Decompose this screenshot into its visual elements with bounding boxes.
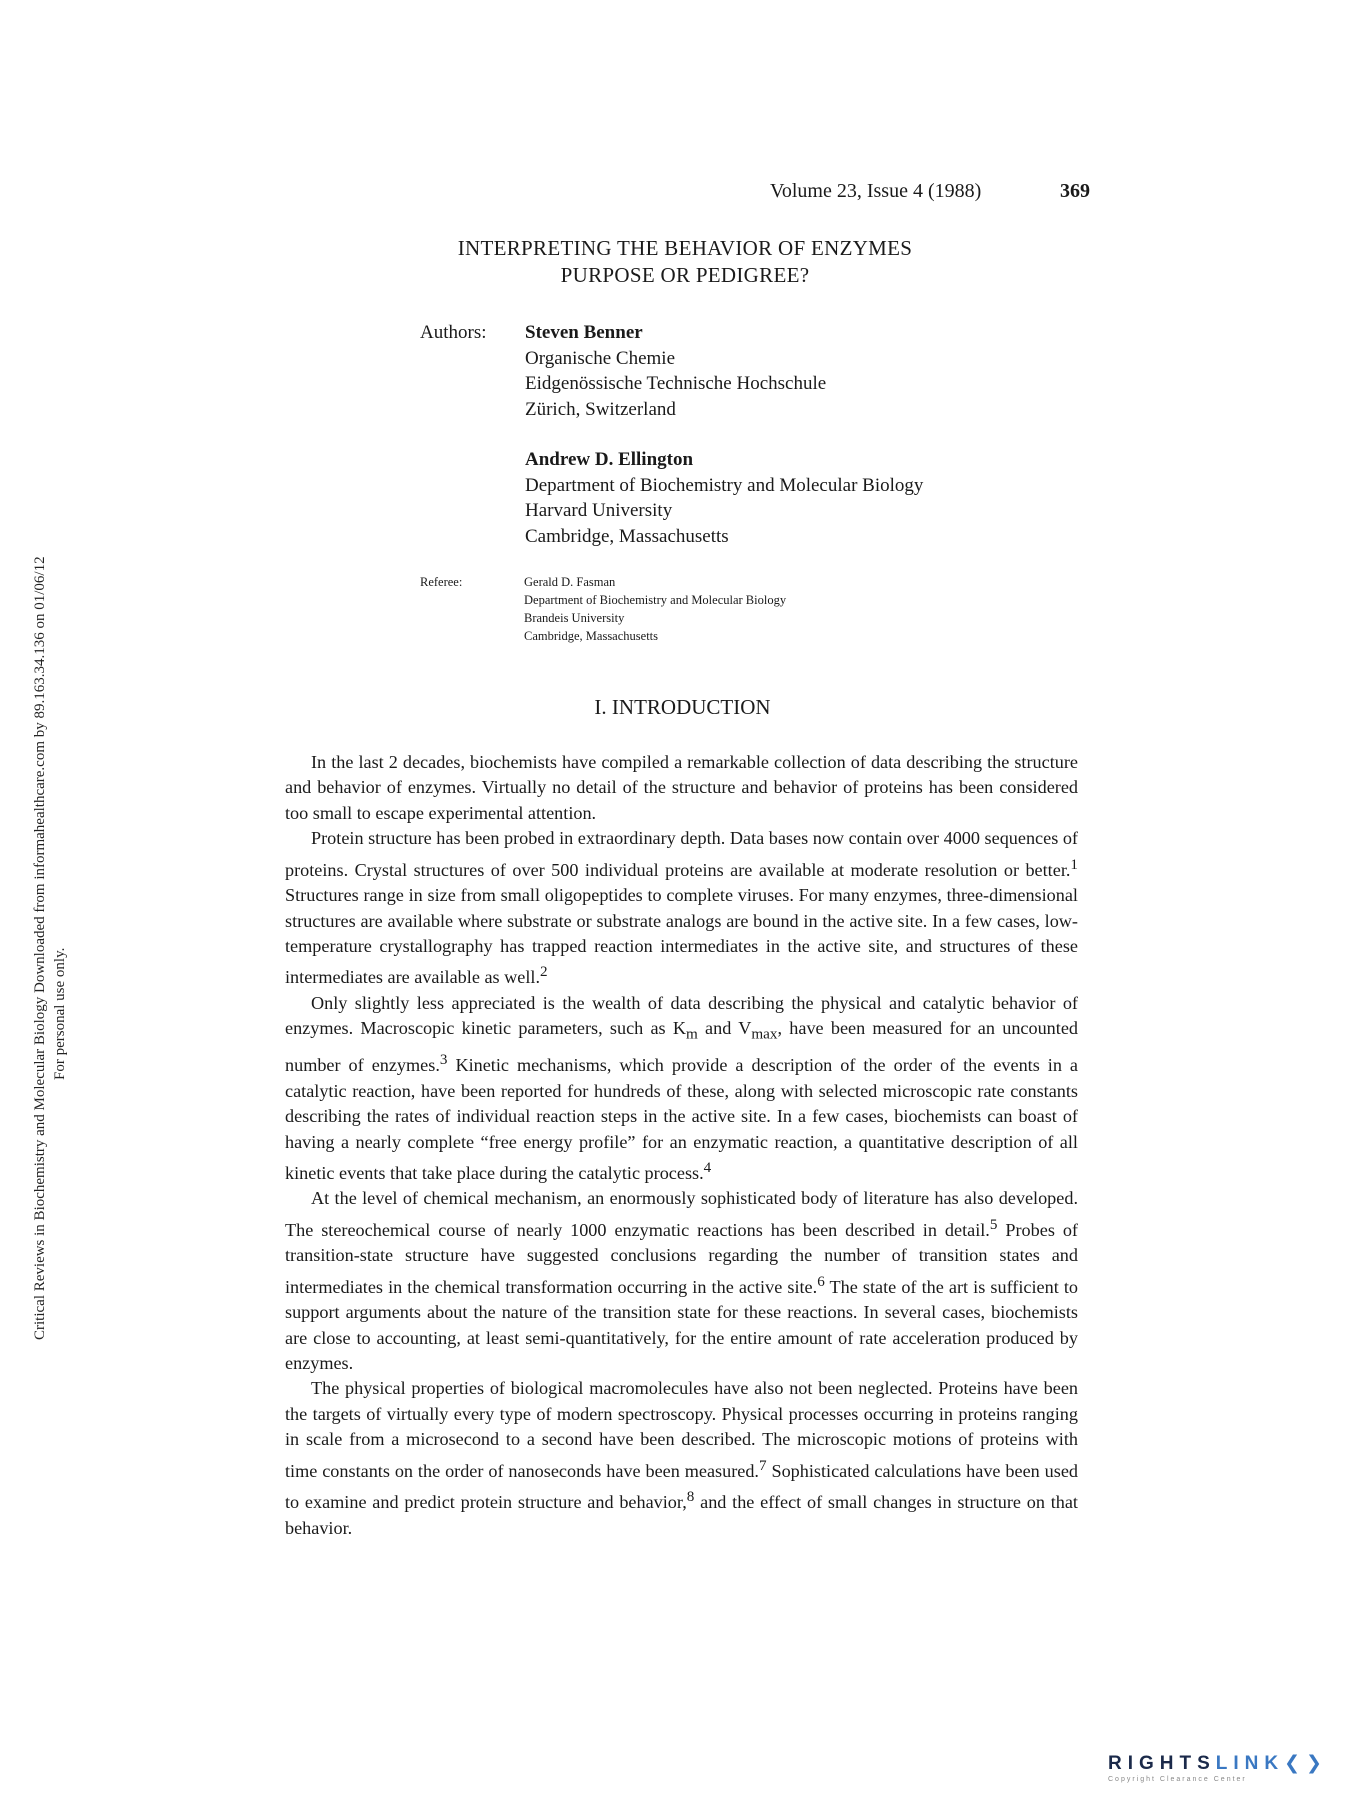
- download-watermark: [0, 0, 68, 1801]
- watermark-line-1: Critical Reviews in Biochemistry and Molecular Biology Downloaded from informahealthcare.com by 89.163.34.136 on 01/06/12: [32, 556, 48, 1340]
- author-name: Steven Benner: [525, 322, 643, 343]
- referee-line: Department of Biochemistry and Molecular Biology: [524, 593, 787, 607]
- rightslink-tagline: Copyright Clearance Center: [1108, 1776, 1247, 1783]
- title-line-2: PURPOSE OR PEDIGREE?: [560, 263, 810, 287]
- paragraph-2: Protein structure has been probed in extraordinary depth. Data bases now contain over 4000 sequences of proteins. Crystal structures of over 500 individual proteins are available at moderate resolution or better.$^1$ Structures range in size from small oligopeptides to complete viruses. For many enzymes, three-dimensional structures are available where substrate or substrate analogs are bound in the active site. In a few cases, low-temperature crystallography has trapped reaction intermediates in the active site, and structures of these intermediates are available as well.$^2$: [285, 828, 1078, 988]
- author-block-1: [525, 320, 826, 422]
- referee-label: Referee:: [420, 575, 463, 589]
- rightslink-logo[interactable]: [1108, 1752, 1328, 1792]
- paragraph-3: Only slightly less appreciated is the wealth of data describing the physical and catalytic behavior of enzymes. Macroscopic kinetic parameters, such as $K_m$ and $V_{max}$, have been measured for an uncounted number of enzymes.$^3$ Kinetic mechanisms, which provide a description of the order of the events in a catalytic reaction, have been reported for hundreds of these, along with selected microscopic rate constants describing the rates of individual reaction steps in the active site. In a few cases, biochemists can boast of having a nearly complete “free energy profile” for an enzymatic reaction, a quantitative description of all kinetic events that take place during the catalytic process.$^4$: [285, 992, 1078, 1183]
- paragraph-4: At the level of chemical mechanism, an enormously sophisticated body of literature has also developed. The stereochemical course of nearly 1000 enzymatic reactions has been described in detail.$^5$ Probes of transition-state structure have suggested conclusions regarding the number of transition states and intermediates in the chemical transformation occurring in the active site.$^6$ The state of the art is sufficient to support arguments about the nature of the transition state for these reactions. In several cases, biochemists are close to accounting, at least semi-quantitatively, for the entire amount of rate acceleration produced by enzymes.: [285, 1188, 1078, 1373]
- running-header: [770, 180, 1090, 203]
- article-body: [285, 750, 1078, 1541]
- citation-ref: 3: [439, 1051, 448, 1069]
- citation-ref: 8: [686, 1488, 695, 1506]
- chevron-icon: ❮❯: [1284, 1753, 1328, 1774]
- referee-block: [524, 573, 786, 645]
- journal-volume: Volume 23, Issue 4 (1988): [770, 180, 982, 202]
- rightslink-word-b: LINK: [1215, 1753, 1285, 1774]
- author-affiliation-line: Organische Chemie: [525, 347, 676, 369]
- author-affiliation-line: Harvard University: [525, 500, 673, 521]
- citation-ref: 6: [817, 1272, 825, 1290]
- citation-ref: 1: [1070, 855, 1078, 873]
- citation-ref: 4: [703, 1158, 712, 1176]
- author-affiliation-line: Department of Biochemistry and Molecular Biology: [525, 474, 924, 496]
- paragraph-5: The physical properties of biological macromolecules have also not been neglected. Proteins have been the targets of virtually every type of modern spectroscopy. Physical processes occurring in proteins ranging in scale from a microsecond to a second have been described. The microscopic motions of proteins with time constants on the order of nanoseconds have been measured.$^7$ Sophisticated calculations have been used to examine and predict protein structure and behavior,$^8$ and the effect of small changes in structure on that behavior.: [285, 1378, 1078, 1538]
- paragraph-1: In the last 2 decades, biochemists have compiled a remarkable collection of data describing the structure and behavior of enzymes. Virtually no detail of the structure and behavior of proteins has been considered too small to escape experimental attention.: [285, 752, 1078, 823]
- author-affiliation-line: Cambridge, Massachusetts: [525, 525, 729, 547]
- article-title: [400, 235, 970, 289]
- title-line-1: INTERPRETING THE BEHAVIOR OF ENZYMES: [457, 236, 913, 260]
- citation-ref: 2: [540, 963, 548, 981]
- citation-ref: 5: [989, 1215, 998, 1233]
- rightslink-word-a: RIGHTS: [1108, 1753, 1216, 1774]
- page-number: 369: [1060, 180, 1090, 202]
- author-name: Andrew D. Ellington: [525, 449, 694, 470]
- authors-label: Authors:: [420, 322, 487, 343]
- section-heading: I. INTRODUCTION: [594, 695, 771, 719]
- referee-line: Gerald D. Fasman: [524, 575, 616, 589]
- citation-ref: 7: [758, 1456, 767, 1474]
- author-affiliation-line: Eidgenössische Technische Hochschule: [525, 373, 827, 394]
- author-affiliation-line: Zürich, Switzerland: [525, 398, 676, 420]
- author-block-2: [525, 447, 923, 549]
- referee-line: Brandeis University: [524, 611, 625, 625]
- referee-line: Cambridge, Massachusetts: [524, 629, 659, 643]
- watermark-line-2: For personal use only.: [52, 947, 68, 1080]
